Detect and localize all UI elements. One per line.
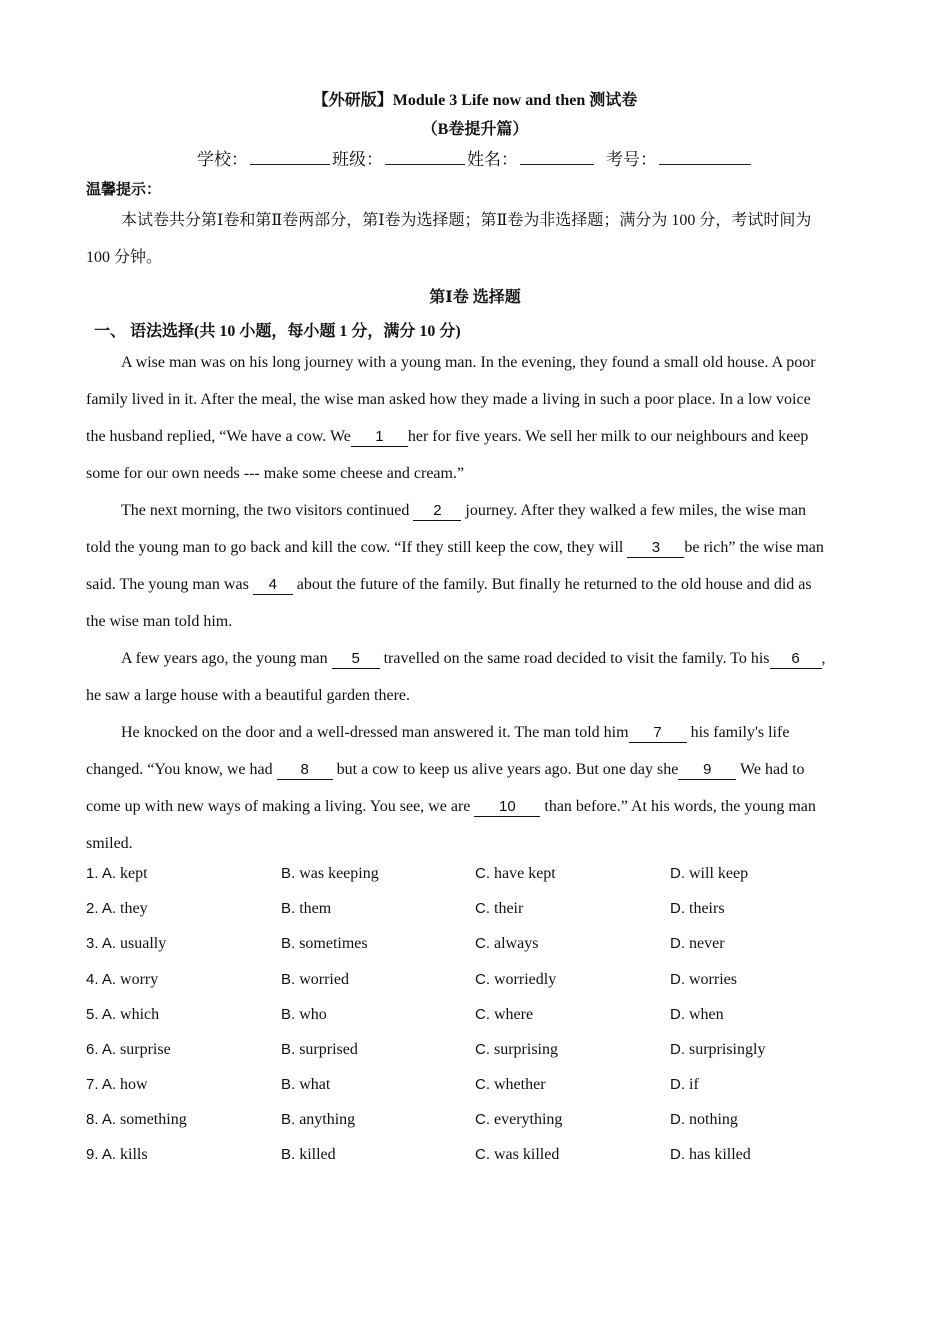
option-letter: B.: [281, 1076, 296, 1093]
option-letter: B.: [281, 900, 296, 917]
passage-line: journey. After they walked a few miles, the wise man: [465, 502, 807, 519]
passage-line: The next morning, the two visitors continued: [121, 502, 410, 519]
option-letter: D.: [670, 1041, 685, 1058]
option-letter: C.: [475, 900, 490, 917]
part1-title: 第Ⅰ卷 选择题: [429, 289, 521, 306]
option-a[interactable]: which: [120, 1006, 160, 1023]
question-number: 2. A.: [86, 900, 117, 917]
option-c[interactable]: their: [494, 900, 524, 917]
option-letter: D.: [670, 1146, 685, 1163]
passage-line: come up with new ways of making a living. You see, we are: [86, 798, 471, 815]
page-title: 【外研版】Module 3 Life now and then 测试卷: [312, 92, 638, 109]
passage-line: ,: [821, 650, 826, 667]
question-row: [86, 1006, 886, 1041]
blank-7: 7: [629, 724, 687, 743]
question-row: [86, 935, 886, 970]
option-a[interactable]: surprise: [120, 1041, 171, 1058]
blank-3: 3: [627, 539, 684, 558]
option-letter: C.: [475, 1111, 490, 1128]
option-letter: C.: [475, 1041, 490, 1058]
option-b[interactable]: who: [299, 1006, 327, 1023]
passage-line: he saw a large house with a beautiful garden there.: [86, 687, 411, 704]
question-number: 9. A.: [86, 1146, 117, 1163]
question-number: 6. A.: [86, 1041, 117, 1058]
passage-line: the husband replied, “We have a cow. We: [86, 428, 351, 445]
option-letter: D.: [670, 1111, 685, 1128]
option-letter: B.: [281, 865, 296, 882]
question-row: [86, 971, 886, 1006]
exam-no-label: 考号：: [606, 150, 657, 170]
option-letter: D.: [670, 1006, 685, 1023]
passage-line: A wise man was on his long journey with a young man. In the evening, they found a small old house. A poor: [121, 354, 816, 371]
option-letter: B.: [281, 1111, 296, 1128]
blank-4: 4: [253, 576, 293, 595]
option-b[interactable]: surprised: [299, 1041, 358, 1058]
option-a[interactable]: usually: [120, 935, 167, 952]
option-d[interactable]: if: [689, 1076, 699, 1093]
option-b[interactable]: killed: [299, 1146, 336, 1163]
passage-line: than before.” At his words, the young man: [544, 798, 816, 815]
option-c[interactable]: everything: [494, 1111, 563, 1128]
question-number: 1. A.: [86, 865, 117, 882]
option-letter: B.: [281, 971, 296, 988]
blank-2: 2: [413, 502, 461, 521]
passage-line: travelled on the same road decided to visit the family. To his: [383, 650, 770, 667]
option-a[interactable]: kills: [120, 1146, 148, 1163]
class-label: 班级：: [332, 150, 383, 170]
option-b[interactable]: worried: [299, 971, 349, 988]
passage-line: told the young man to go back and kill the cow. “If they still keep the cow, they will: [86, 539, 624, 556]
option-c[interactable]: was killed: [494, 1146, 560, 1163]
class-field[interactable]: [385, 150, 465, 165]
question-number: 7. A.: [86, 1076, 117, 1093]
option-c[interactable]: surprising: [494, 1041, 558, 1058]
passage-line: about the future of the family. But finally he returned to the old house and did as: [296, 576, 812, 593]
option-c[interactable]: always: [494, 935, 539, 952]
passage-line: but a cow to keep us alive years ago. But one day she: [336, 761, 679, 778]
page-subtitle: （B卷提升篇）: [421, 121, 529, 138]
exam-no-field[interactable]: [659, 150, 751, 165]
option-letter: C.: [475, 935, 490, 952]
passage-line: his family's life: [690, 724, 790, 741]
passage-line: her for five years. We sell her milk to our neighbours and keep: [407, 428, 809, 445]
question-number: 5. A.: [86, 1006, 117, 1023]
school-field[interactable]: [250, 150, 330, 165]
passage-line: smiled.: [86, 835, 133, 852]
option-letter: D.: [670, 935, 685, 952]
option-letter: C.: [475, 1076, 490, 1093]
question-number: 8. A.: [86, 1111, 117, 1128]
question-number: 3. A.: [86, 935, 117, 952]
passage-line: He knocked on the door and a well-dressed man answered it. The man told him: [121, 724, 629, 741]
blank-1: 1: [351, 428, 408, 447]
option-b[interactable]: sometimes: [299, 935, 368, 952]
option-b[interactable]: was keeping: [299, 865, 379, 882]
question-row: [86, 1076, 886, 1111]
passage-line: changed. “You know, we had: [86, 761, 273, 778]
blank-10: 10: [474, 798, 540, 817]
notice-line-2: 100 分钟。: [86, 249, 163, 266]
passage-line: family lived in it. After the meal, the wise man asked how they made a living in such a poor place. In a low voice: [86, 391, 811, 408]
notice-line-1: 本试卷共分第Ⅰ卷和第Ⅱ卷两部分，第Ⅰ卷为选择题；第Ⅱ卷为非选择题；满分为 100 分，考试时间为: [121, 212, 812, 229]
name-label: 姓名：: [467, 150, 518, 170]
option-d[interactable]: when: [689, 1006, 724, 1023]
passage-line: be rich” the wise man: [684, 539, 824, 556]
question-row: [86, 900, 886, 935]
blank-5: 5: [332, 650, 380, 669]
option-letter: C.: [475, 971, 490, 988]
option-d[interactable]: has killed: [689, 1146, 751, 1163]
passage-line: the wise man told him.: [86, 613, 233, 630]
student-info-line: [0, 145, 950, 170]
option-letter: B.: [281, 1146, 296, 1163]
option-letter: B.: [281, 1041, 296, 1058]
option-letter: D.: [670, 900, 685, 917]
option-a[interactable]: kept: [120, 865, 148, 882]
option-b[interactable]: what: [299, 1076, 331, 1093]
option-letter: B.: [281, 1006, 296, 1023]
option-d[interactable]: nothing: [689, 1111, 738, 1128]
option-a[interactable]: how: [120, 1076, 148, 1093]
blank-6: 6: [770, 650, 822, 669]
option-letter: C.: [475, 1146, 490, 1163]
option-d[interactable]: worries: [689, 971, 737, 988]
question-row: [86, 1146, 886, 1181]
option-letter: B.: [281, 935, 296, 952]
option-letter: D.: [670, 865, 685, 882]
option-letter: D.: [670, 1076, 685, 1093]
blank-9: 9: [678, 761, 736, 780]
option-d[interactable]: never: [689, 935, 725, 952]
passage: [86, 344, 866, 862]
passage-line: A few years ago, the young man: [121, 650, 328, 667]
option-d[interactable]: surprisingly: [689, 1041, 766, 1058]
option-a[interactable]: worry: [120, 971, 159, 988]
question-number: 4. A.: [86, 971, 117, 988]
notice-text: [86, 202, 866, 276]
option-c[interactable]: whether: [494, 1076, 546, 1093]
name-field[interactable]: [520, 150, 594, 165]
passage-line: some for our own needs --- make some cheese and cream.”: [86, 465, 465, 482]
option-a[interactable]: they: [120, 900, 148, 917]
passage-line: We had to: [740, 761, 805, 778]
option-d[interactable]: theirs: [689, 900, 725, 917]
section1-heading: 一、 语法选择(共 10 小题，每小题 1 分，满分 10 分): [94, 323, 461, 340]
notice-heading: 温馨提示：: [86, 180, 162, 198]
question-row: [86, 1041, 886, 1076]
option-a[interactable]: something: [120, 1111, 187, 1128]
option-letter: C.: [475, 865, 490, 882]
option-letter: D.: [670, 971, 685, 988]
option-b[interactable]: anything: [299, 1111, 356, 1128]
option-letter: C.: [475, 1006, 490, 1023]
option-c[interactable]: worriedly: [494, 971, 557, 988]
question-row: [86, 1111, 886, 1146]
option-d[interactable]: will keep: [689, 865, 749, 882]
option-c[interactable]: where: [494, 1006, 534, 1023]
option-c[interactable]: have kept: [494, 865, 556, 882]
question-row: [86, 865, 886, 900]
passage-line: said. The young man was: [86, 576, 249, 593]
blank-8: 8: [277, 761, 333, 780]
option-b[interactable]: them: [299, 900, 332, 917]
school-label: 学校：: [197, 150, 248, 170]
